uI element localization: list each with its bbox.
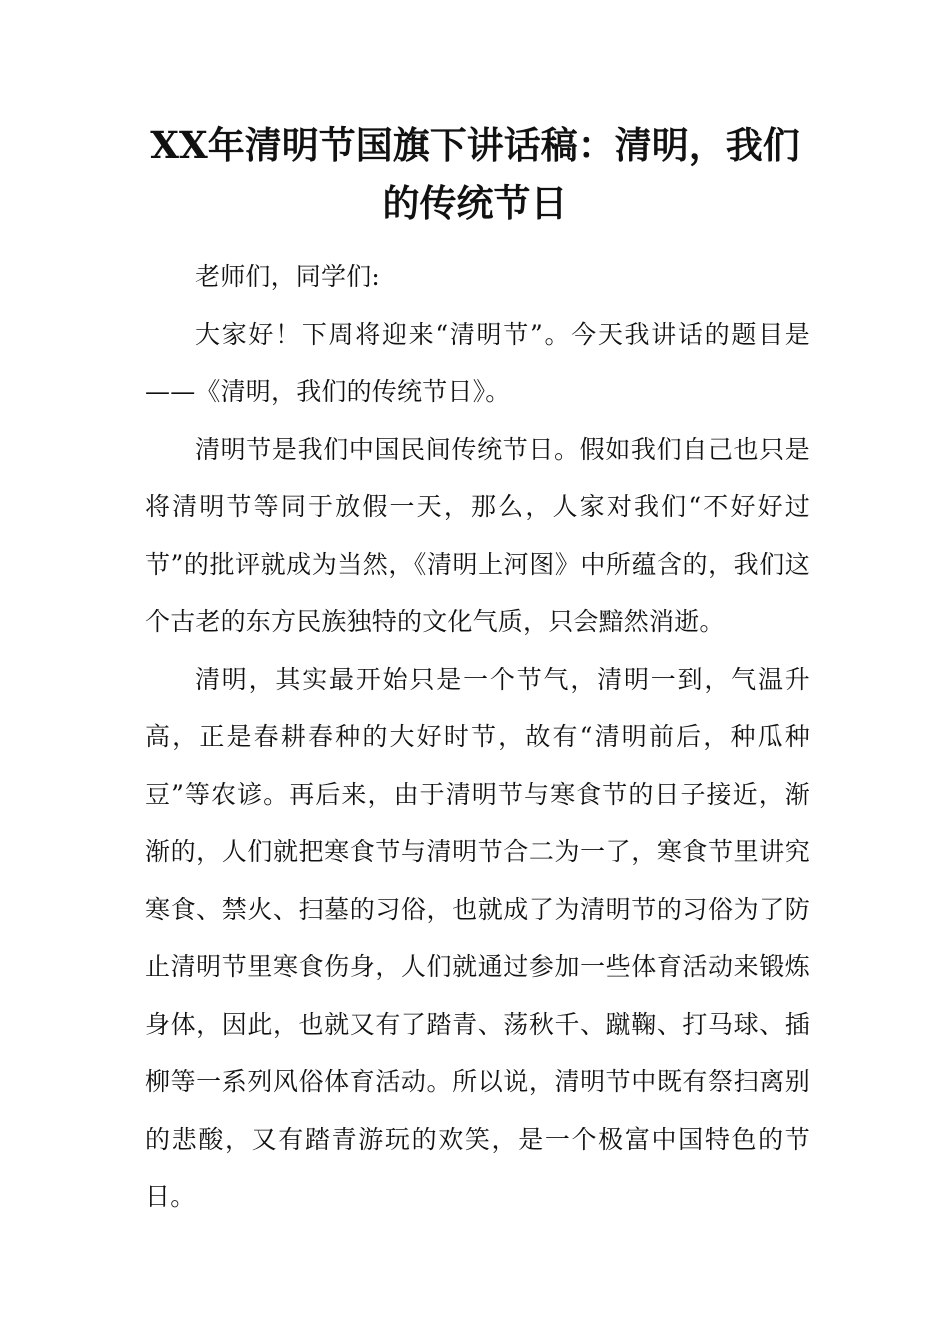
- paragraph-greeting: 大家好！下周将迎来“清明节”。今天我讲话的题目是——《清明，我们的传统节日》。: [145, 319, 810, 406]
- paragraph-salutation: 老师们，同学们:: [195, 262, 381, 291]
- paragraph-tradition: 清明节是我们中国民间传统节日。假如我们自己也只是将清明节等同于放假一天，那么，人家对我们“不好好过节”的批评就成为当然，《清明上河图》中所蕴含的，我们这个古老的东方民族独特的文化气质，只会黯然消逝。: [145, 434, 810, 636]
- paragraph-history: 清明，其实最开始只是一个节气，清明一到，气温升高，正是春耕春种的大好时节，故有“清明前后，种瓜种豆”等农谚。再后来，由于清明节与寒食节的日子接近，渐渐的，人们就把寒食节与清明节合二为一了，寒食节里讲究寒食、禁火、扫墓的习俗，也就成了为清明节的习俗为了防止清明节里寒食伤身，人们就通过参加一些体育活动来锻炼身体，因此，也就又有了踏青、荡秋千、蹴鞠、打马球、插柳等一系列风俗体育活动。所以说，清明节中既有祭扫离别的悲酸，又有踏青游玩的欢笑，是一个极富中国特色的节日。: [145, 664, 810, 1211]
- document-body: [145, 248, 810, 1226]
- document-title: XX年清明节国旗下讲话稿：清明，我们的传统节日: [150, 123, 800, 225]
